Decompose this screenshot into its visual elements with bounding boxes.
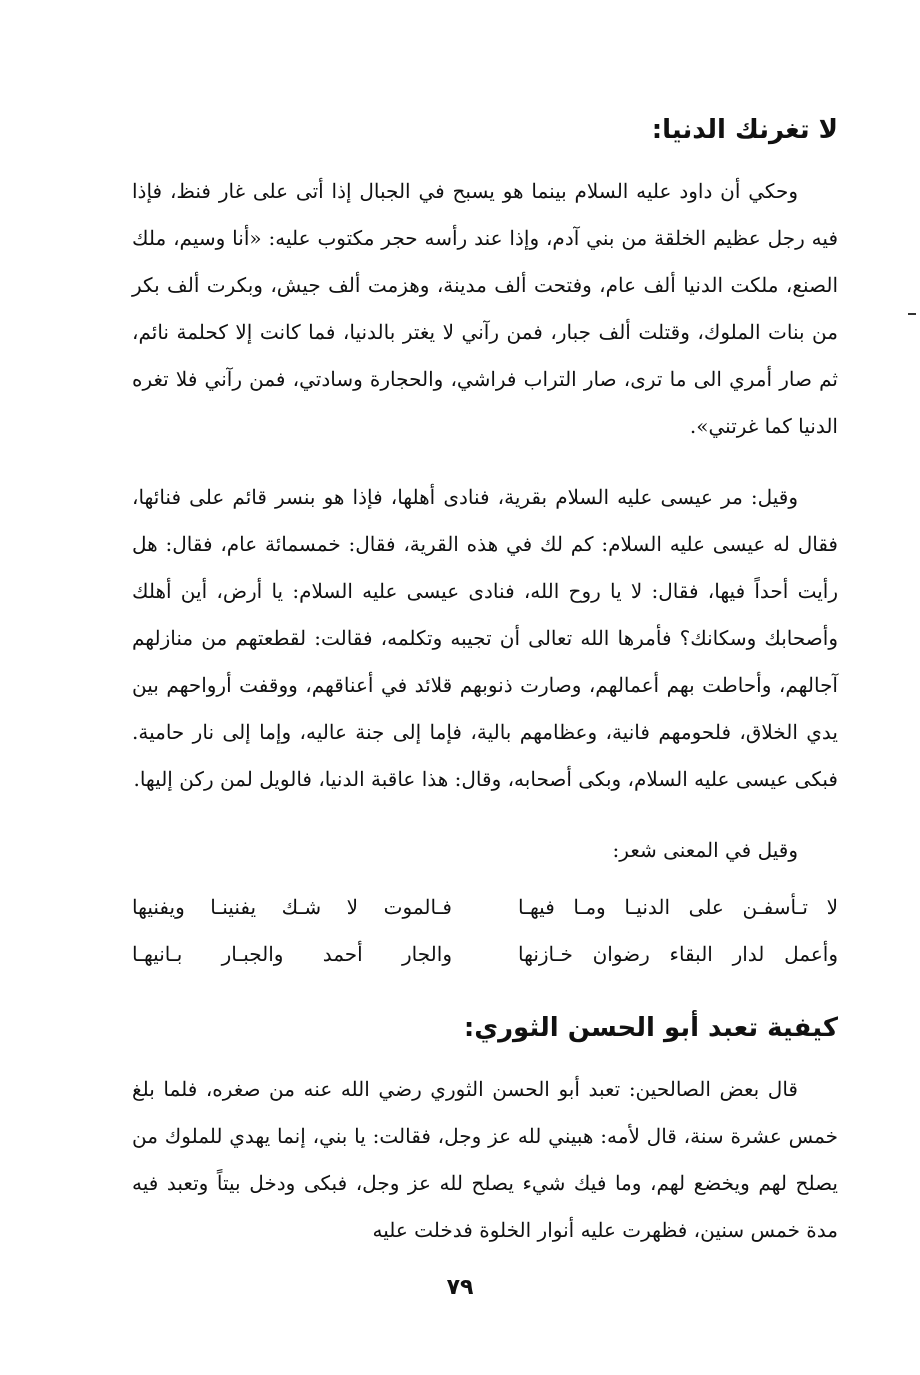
paragraph-isa: وقيل: مر عيسى عليه السلام بقرية، فنادى أهلها، فإذا هو بنسر قائم على فنائها، فقال له عيسى عليه السلام: كم لك في هذه القرية، فقال: خمسمائة عام، فقال: هل رأيت أحداً فيها، فقال: لا يا روح الله، فنادى عيسى عليه السلام: يا أرض، أين أهلك وأصحابك وسكانك؟ فأمرها الله تعالى أن تجيبه وتكلمه، فقالت: لقطعتهم من منازلهم آجالهم، وأحاطت بهم أعمالهم، وصارت ذنوبهم قلائد في أعناقهم، ووقفت أرواحهم بين يدي الخلاق، فلحومهم فانية، وعظامهم بالية، فإما إلى جنة عاليه، وإما إلى نار حامية. فبكى عيسى عليه السلام، وبكى أصحابه، وقال: هذا عاقبة الدنيا، فالويل لمن ركن إليها.: [132, 485, 838, 791]
page-number: ٧٩: [446, 1275, 474, 1300]
poem-hemistich-second: والجار أحمد والجبـار بـانيهـا: [132, 942, 452, 966]
poem-hemistich-first: وأعمل لدار البقاء رضوان خـازنها: [518, 942, 838, 966]
book-page: [132, 110, 838, 1278]
poem-hemistich-second: فـالموت لا شـك يفنينـا ويفنيها: [132, 895, 452, 919]
margin-mark: [908, 313, 916, 315]
section-heading-thawri: كيفية تعبد أبو الحسن الثوري:: [463, 1013, 838, 1043]
paragraph-thawri: قال بعض الصالحين: تعبد أبو الحسن الثوري رضي الله عنه من صغره، فلما بلغ خمس عشرة سنة، قال لأمه: هبيني لله عز وجل، فقالت: يا بني، إنما يهدي للملوك من يصلح لهم ويخضع لهم، وما فيك شيء يصلح لله عز وجل، فبكى ودخل بيتاً وتعبد فيه مدة خمس سنين، فظهرت عليه أنوار الخلوة فدخلت عليه: [132, 1077, 838, 1242]
poem-verse: [132, 884, 838, 931]
poem-hemistich-first: لا تـأسفـن على الدنيـا ومـا فيهـا: [518, 895, 838, 919]
paragraph-dawud: وحكي أن داود عليه السلام بينما هو يسبح في الجبال إذا أتى على غار فنظ، فإذا فيه رجل عظيم الخلقة من بني آدم، وإذا عند رأسه حجر مكتوب عليه: «أنا وسيم، ملك الصنع، ملكت الدنيا ألف عام، وفتحت ألف مدينة، وهزمت ألف جيش، وبكرت ألف بكر من بنات الملوك، وقتلت ألف جبار، فمن رآني لا يغتر بالدنيا، فما كانت إلا كحلمة نائم، ثم صار أمري الى ما ترى، صار التراب فراشي، والحجارة وسادتي، فمن رآني فلا تغره الدنيا كما غرتني».: [132, 179, 838, 438]
poem-verse: [132, 931, 838, 978]
section-heading-dunya: لا تغرنك الدنيا:: [651, 115, 838, 145]
poem: [132, 884, 838, 978]
poem-intro: وقيل في المعنى شعر:: [612, 838, 798, 862]
